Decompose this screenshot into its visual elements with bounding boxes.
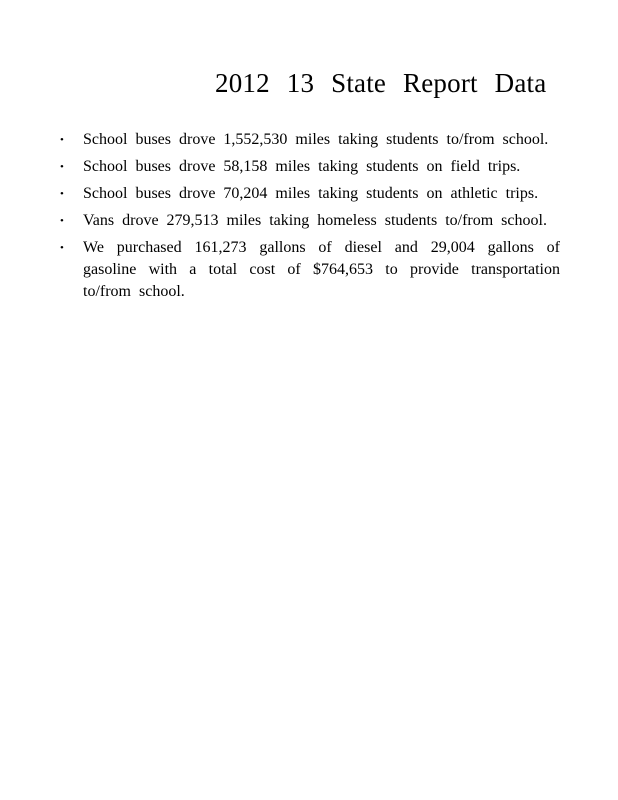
list-item xyxy=(60,183,560,205)
bullet-icon: • xyxy=(60,134,64,146)
list-item-text: School buses drove 1,552,530 miles taking students to/from school. xyxy=(83,131,549,148)
bullet-icon: • xyxy=(60,161,64,173)
list-item xyxy=(60,156,560,178)
list-item xyxy=(60,237,560,303)
list-item-text: School buses drove 58,158 miles taking students on field trips. xyxy=(83,158,521,175)
bullet-icon: • xyxy=(60,242,64,254)
list-item-text: School buses drove 70,204 miles taking students on athletic trips. xyxy=(83,185,539,202)
list-item-text: Vans drove 279,513 miles taking homeless students to/from school. xyxy=(83,212,547,229)
list-item xyxy=(60,210,560,232)
report-bullet-list xyxy=(60,129,560,308)
bullet-icon: • xyxy=(60,188,64,200)
list-item-text: We purchased 161,273 gallons of diesel and 29,004 gallons of gasoline with a total cost of $764,653 to provide transportation to/from school. xyxy=(83,239,560,300)
bullet-icon: • xyxy=(60,215,64,227)
list-item xyxy=(60,129,560,151)
page-title: 2012 13 State Report Data xyxy=(215,68,547,98)
